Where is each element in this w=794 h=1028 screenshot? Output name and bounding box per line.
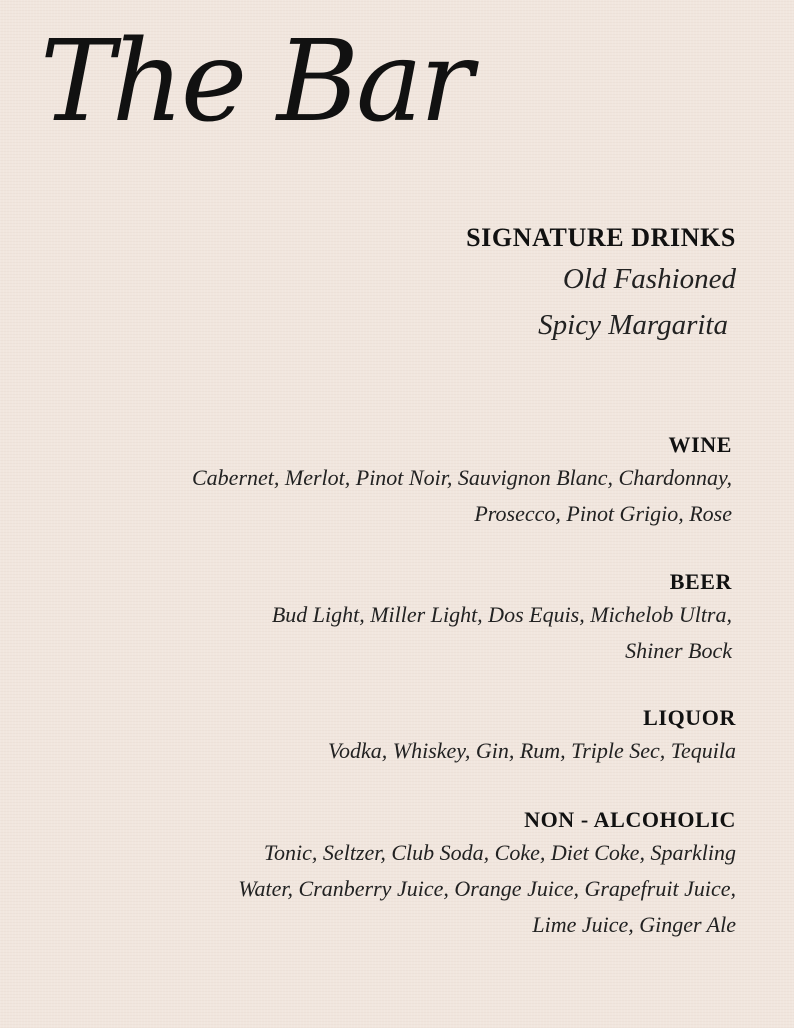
signature-drinks-heading: SIGNATURE DRINKS [466, 223, 736, 252]
wine-section [96, 430, 736, 532]
wine-list-line: Cabernet, Merlot, Pinot Noir, Sauvignon Blanc, Chardonnay, [192, 465, 732, 490]
liquor-heading: LIQUOR [643, 705, 736, 730]
beer-section [96, 567, 736, 669]
signature-drink-item: Old Fashioned [562, 263, 736, 295]
signature-drinks-section [96, 220, 736, 348]
wine-list-line: Prosecco, Pinot Grigio, Rose [474, 501, 732, 526]
non-alcoholic-list-line: Tonic, Seltzer, Club Soda, Coke, Diet Coke, Sparkling [263, 840, 736, 865]
non-alcoholic-list-line: Lime Juice, Ginger Ale [532, 912, 736, 937]
beer-list-line: Shiner Bock [625, 638, 732, 663]
beer-heading: BEER [669, 569, 732, 594]
liquor-list-line: Vodka, Whiskey, Gin, Rum, Triple Sec, Tequila [328, 738, 736, 763]
drinks-menu [96, 220, 736, 943]
non-alcoholic-section [96, 805, 736, 943]
signature-drink-item: Spicy Margarita [538, 309, 728, 341]
liquor-section [96, 703, 736, 769]
beer-list-line: Bud Light, Miller Light, Dos Equis, Michelob Ultra, [271, 602, 732, 627]
non-alcoholic-heading: NON - ALCOHOLIC [524, 807, 736, 832]
page-title: The Bar [40, 17, 471, 147]
non-alcoholic-list-line: Water, Cranberry Juice, Orange Juice, Grapefruit Juice, [238, 876, 736, 901]
wine-heading: WINE [668, 432, 732, 457]
